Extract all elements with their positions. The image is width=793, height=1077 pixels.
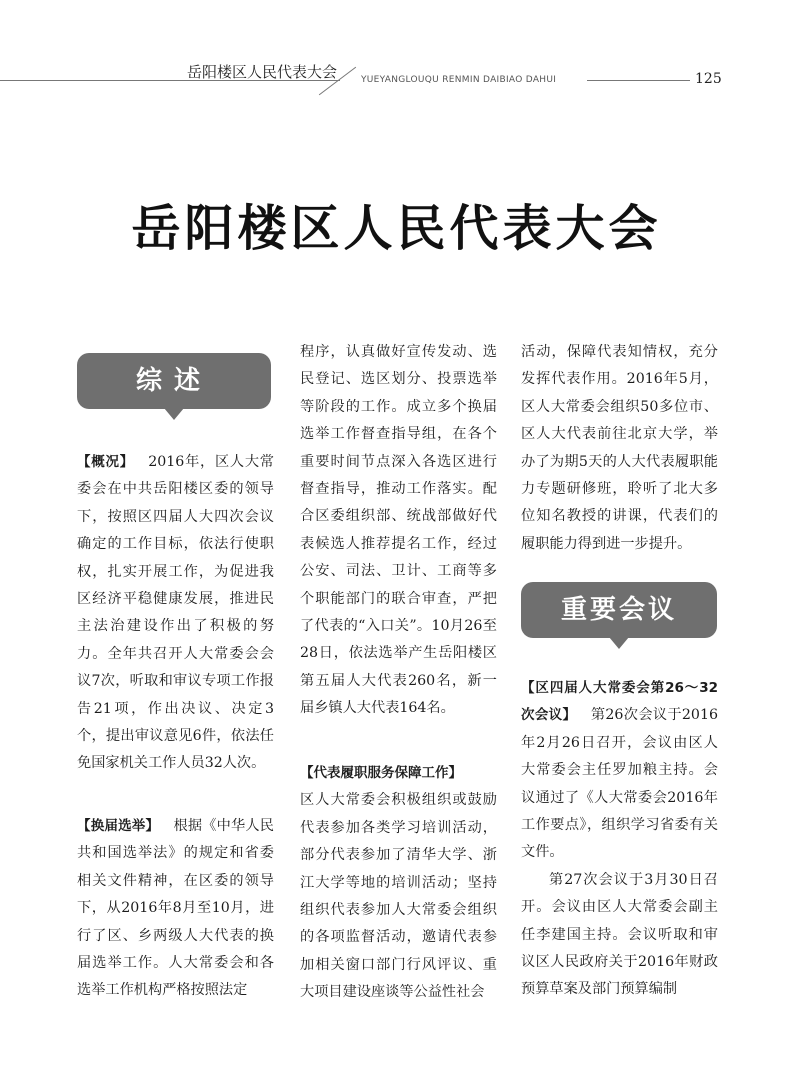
article-body: 2016年，区人大常委会在中共岳阳楼区委的领导下，按照区四届人大四次会议确定的工作目标，依法行使职权，扎实开展工作，为促进我区经济平稳健康发展，推进民主法治建设作出了积极的努力。全年共召开人大常委会会议7次，听取和审议专项工作报告21项，作出决议、决定3个，提出审议意见6件，依法任免国家机关工作人员32人次。 <box>77 454 274 772</box>
section-label-meetings: 重要会议 <box>521 582 717 638</box>
running-header-subtitle: YUEYANGLOUQU RENMIN DAIBIAO DAHUI <box>361 75 557 85</box>
article-heading: 【概况】 <box>77 454 135 470</box>
article-body: 根据《中华人民共和国选举法》的规定和省委相关文件精神，在区委的领导下，从2016年8月至10月，进行了区、乡两级人大代表的换届选举工作。人大常委会和各选举工作机构严格按照法定 <box>77 818 274 999</box>
article-body: 区人大常委会积极组织或鼓励代表参加各类学习培训活动，部分代表参加了清华大学、浙江大学等地的培训活动；坚持组织代表参加人大常委会组织的各项监督活动，邀请代表参加相关窗口部门行风评议、重大项目建设座谈等公益性社会 <box>300 792 497 1001</box>
article-heading: 【区四届人大常委会第26～32次会议】 <box>521 680 718 724</box>
page-number: 125 <box>695 71 722 87</box>
article-body: 第26次会议于2016年2月26日召开，会议由区人大常委会主任罗加粮主持。会议通过了《人大常委会2016年工作要点》，组织学习省委有关文件。 <box>521 707 719 861</box>
section-label-overview: 综述 <box>77 353 271 409</box>
article-service-continued <box>521 339 718 558</box>
article-body: 程序，认真做好宣传发动、选民登记、选区划分、投票选举等阶段的工作。成立多个换届选举工作督查指导组，在各个重要时间节点深入各选区进行督查指导，推动工作落实。配合区委组织部、统战部做好代表候选人推荐提名工作，经过公安、司法、卫计、工商等多个职能部门的联合审查，严把了代表的“入口关”。10月26至28日，依法选举产生岳阳楼区第五届人大代表260名，新一届乡镇人大代表164名。 <box>300 344 497 717</box>
article-election-continued <box>300 339 497 723</box>
page-title: 岳阳楼区人民代表大会 <box>131 199 662 257</box>
article-election <box>77 813 274 1005</box>
article-body: 活动，保障代表知情权，充分发挥代表作用。2016年5月，区人大常委会组织50多位市、区人大代表前往北京大学，举办了为期5天的人大代表履职能力专题研修班，聆听了北大多位知名教授的讲课，代表们的履职能力得到进一步提升。 <box>521 344 718 552</box>
article-service <box>300 760 497 1007</box>
article-meetings <box>521 675 718 1004</box>
article-overview <box>77 449 274 778</box>
article-body: 第27次会议于3月30日召开。会议由区人大常委会副主任李建国主持。会议听取和审议区人民政府关于2016年财政预算草案及部门预算编制 <box>521 871 718 998</box>
article-heading: 【换届选举】 <box>77 818 160 834</box>
article-heading: 【代表履职服务保障工作】 <box>300 765 462 781</box>
header-rule-right <box>587 80 690 81</box>
running-header-title: 岳阳楼区人民代表大会 <box>187 63 338 81</box>
